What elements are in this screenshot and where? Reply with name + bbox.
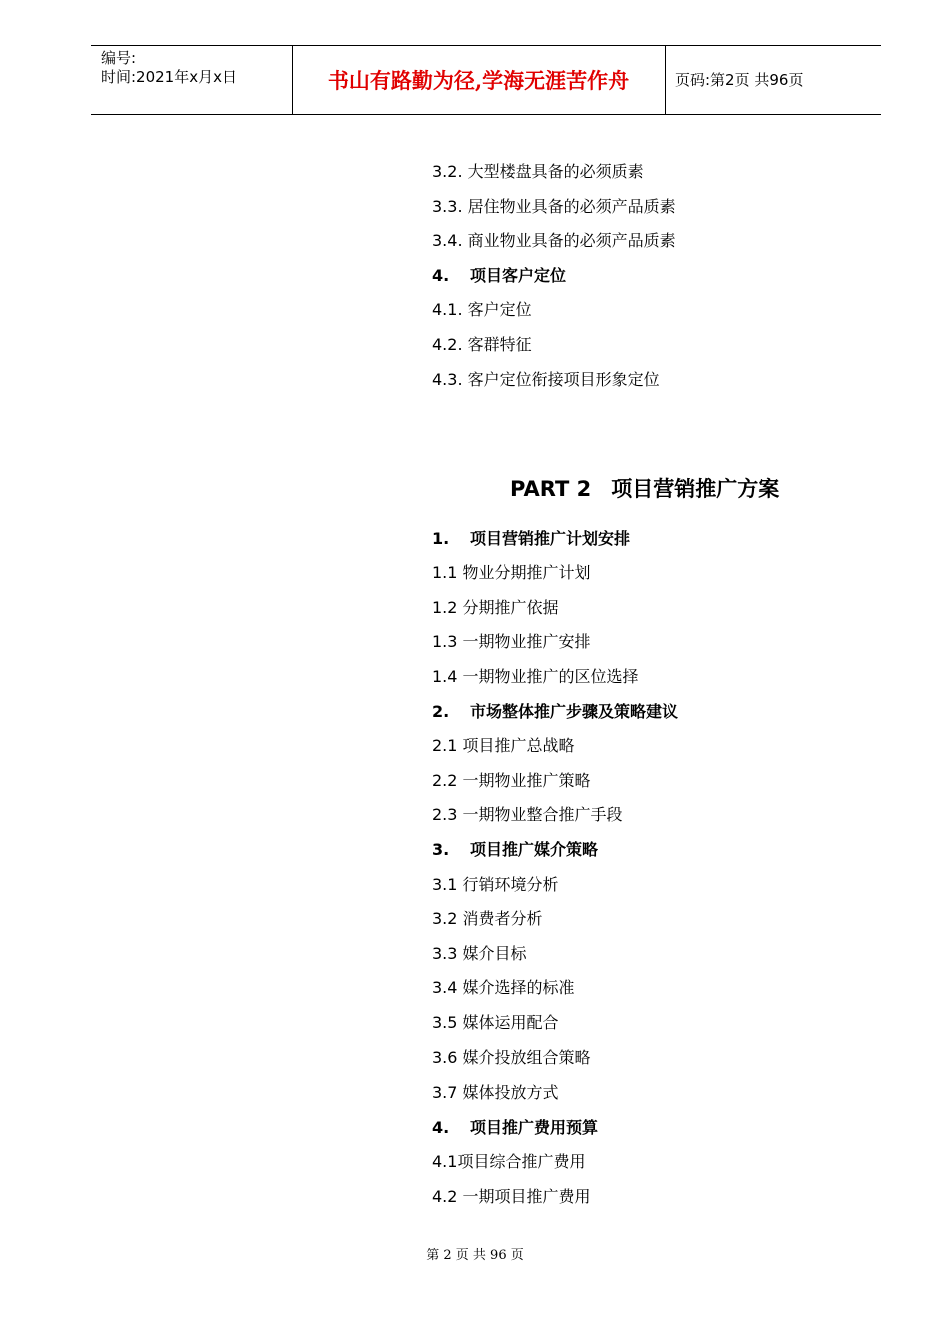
toc-entry	[432, 335, 532, 355]
toc-number: 4.1.	[432, 300, 463, 319]
toc-title: 媒体运用配合	[462, 1013, 559, 1032]
toc-title: 媒介投放组合策略	[462, 1048, 591, 1067]
header-meta-cell	[91, 46, 293, 114]
code-label: 编号:	[101, 49, 137, 67]
toc-title: 物业分期推广计划	[462, 563, 591, 582]
toc-title: 媒介选择的标准	[462, 978, 575, 997]
toc-title: 一期项目推广费用	[462, 1187, 591, 1206]
toc-title: 行销环境分析	[462, 875, 559, 894]
toc-title: 一期物业整合推广手段	[462, 805, 623, 824]
part-label: PART 2	[510, 477, 592, 501]
toc-number: 4.2.	[432, 335, 463, 354]
toc-title: 媒介目标	[462, 944, 527, 963]
toc-entry	[432, 805, 623, 825]
toc-title: 一期物业推广安排	[462, 632, 591, 651]
toc-title: 项目推广总战略	[462, 736, 575, 755]
toc-title: 分期推广依据	[462, 598, 559, 617]
toc-number: 3.4	[432, 978, 458, 997]
toc-number: 3.2	[432, 909, 458, 928]
page-header	[91, 45, 881, 115]
toc-number: 3.6	[432, 1048, 458, 1067]
toc-title: 项目推广费用预算	[470, 1118, 599, 1137]
toc-title: 项目推广媒介策略	[470, 840, 599, 859]
toc-entry	[432, 667, 639, 687]
toc-section-heading	[432, 702, 678, 722]
part-heading	[510, 476, 779, 502]
toc-title: 客户定位衔接项目形象定位	[467, 370, 660, 389]
toc-title: 一期物业推广策略	[462, 771, 591, 790]
part-title: 项目营销推广方案	[611, 477, 780, 501]
toc-number: 4.1	[432, 1152, 458, 1171]
toc-section-heading	[432, 266, 566, 286]
toc-entry	[432, 1013, 559, 1033]
toc-entry	[432, 944, 527, 964]
time-label: 时间:2021年x月x日	[101, 68, 237, 86]
toc-number: 2.3	[432, 805, 458, 824]
toc-entry	[432, 197, 676, 217]
toc-entry	[432, 162, 644, 182]
toc-number: 1.1	[432, 563, 458, 582]
toc-title: 项目综合推广费用	[457, 1152, 586, 1171]
toc-number: 3.3.	[432, 197, 463, 216]
toc-title: 一期物业推广的区位选择	[462, 667, 639, 686]
toc-entry	[432, 909, 543, 929]
toc-entry	[432, 370, 660, 390]
toc-entry	[432, 300, 532, 320]
toc-number: 4.3.	[432, 370, 463, 389]
toc-number: 1.4	[432, 667, 458, 686]
toc-number: 2.2	[432, 771, 458, 790]
toc-number: 3.3	[432, 944, 458, 963]
toc-title: 客户定位	[467, 300, 532, 319]
toc-number: 4.	[432, 1118, 450, 1137]
toc-section-heading	[432, 840, 598, 860]
toc-number: 3.	[432, 840, 450, 859]
toc-entry	[432, 598, 559, 618]
toc-number: 3.4.	[432, 231, 463, 250]
toc-number: 4.2	[432, 1187, 458, 1206]
toc-number: 3.1	[432, 875, 458, 894]
toc-title: 项目客户定位	[470, 266, 567, 285]
toc-title: 居住物业具备的必须产品质素	[467, 197, 676, 216]
page-footer: 第 2 页 共 96 页	[426, 1248, 524, 1263]
toc-entry	[432, 563, 591, 583]
toc-title: 市场整体推广步骤及策略建议	[470, 702, 679, 721]
toc-number: 2.1	[432, 736, 458, 755]
toc-number: 1.2	[432, 598, 458, 617]
toc-title: 商业物业具备的必须产品质素	[467, 231, 676, 250]
toc-entry	[432, 1152, 585, 1172]
header-page-cell	[666, 46, 881, 114]
toc-entry	[432, 1187, 591, 1207]
toc-number: 3.7	[432, 1083, 458, 1102]
header-motto-cell	[292, 46, 666, 114]
toc-entry	[432, 875, 559, 895]
header-motto: 书山有路勤为径,学海无涯苦作舟	[327, 68, 630, 93]
toc-title: 媒体投放方式	[462, 1083, 559, 1102]
toc-title: 大型楼盘具备的必须质素	[467, 162, 644, 181]
toc-entry	[432, 1048, 591, 1068]
toc-number: 3.2.	[432, 162, 463, 181]
toc-entry	[432, 736, 575, 756]
toc-entry	[432, 632, 591, 652]
toc-title: 消费者分析	[462, 909, 543, 928]
toc-number: 1.3	[432, 632, 458, 651]
toc-entry	[432, 1083, 559, 1103]
toc-number: 3.5	[432, 1013, 458, 1032]
header-page-info: 页码:第2页 共96页	[675, 71, 804, 89]
toc-entry	[432, 978, 575, 998]
toc-entry	[432, 771, 591, 791]
toc-entry	[432, 231, 676, 251]
toc-title: 客群特征	[467, 335, 532, 354]
toc-number: 2.	[432, 702, 450, 721]
toc-number: 4.	[432, 266, 450, 285]
toc-number: 1.	[432, 529, 450, 548]
toc-title: 项目营销推广计划安排	[470, 529, 631, 548]
toc-section-heading	[432, 529, 630, 549]
toc-section-heading	[432, 1118, 598, 1138]
